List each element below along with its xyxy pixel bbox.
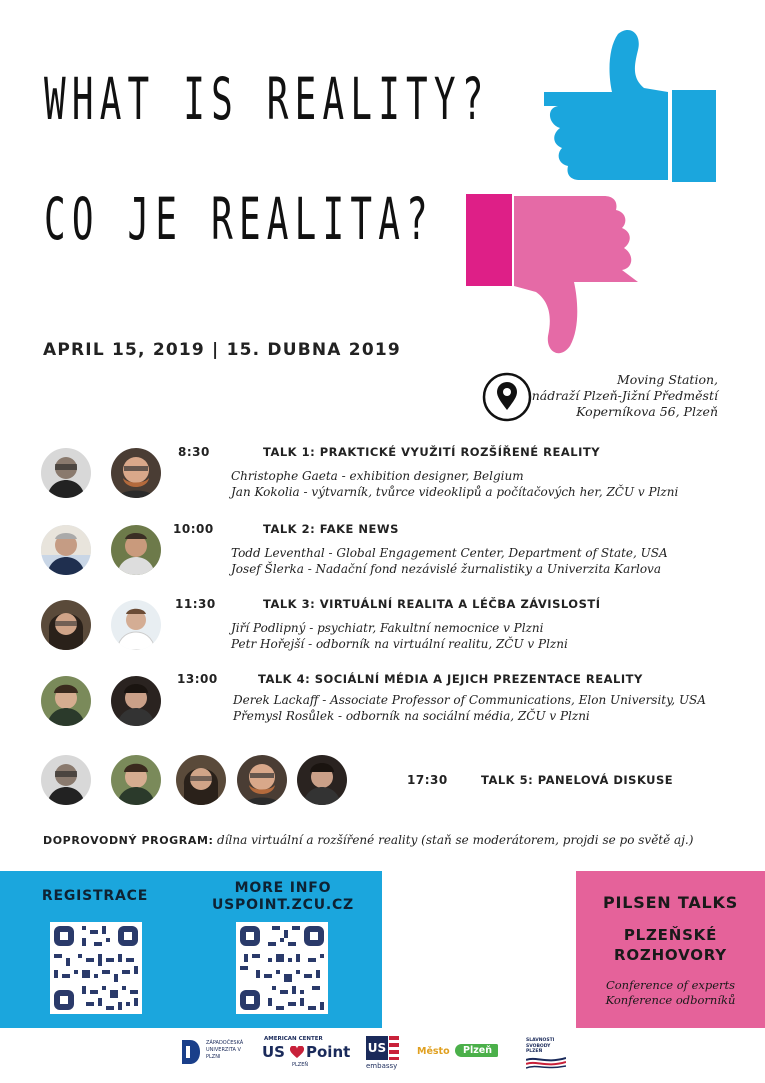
registration-qr-code[interactable] (50, 922, 142, 1014)
avatar-speaker (111, 525, 161, 575)
registration-label: REGISTRACE (41, 888, 149, 904)
zcu-logo-text: ZÁPADOČESKÁ UNIVERZITA V PLZNI (206, 1040, 244, 1060)
event-date: APRIL 15, 2019 | 15. DUBNA 2019 (43, 340, 401, 360)
heart-icon (290, 1046, 304, 1059)
talk-time: 13:00 (177, 672, 218, 686)
program-label: DOPROVODNÝ PROGRAM: (43, 834, 214, 847)
avatar-speaker (111, 448, 161, 498)
venue-line-3: Koperníkova 56, Plzeň (576, 404, 718, 419)
speaker-line: Josef Šlerka - Nadační fond nezávislé žurnalistiky a Univerzita Karlova (231, 562, 661, 576)
talk-title: TALK 4: SOCIÁLNÍ MÉDIA A JEJICH PREZENTACE REALITY (258, 672, 643, 686)
venue-address (470, 372, 718, 420)
talk-title: TALK 1: PRAKTICKÉ VYUŽITÍ ROZŠÍŘENÉ REALITY (263, 445, 601, 459)
point-text: Point (306, 1043, 351, 1061)
avatar-speaker (41, 755, 91, 805)
talk-time: 11:30 (175, 597, 216, 611)
venue-line-1: Moving Station, (616, 372, 718, 387)
mesto-plzen-logo (417, 1044, 503, 1062)
avatar-speaker (176, 755, 226, 805)
plzenske-label: PLZEŇSKÉ (623, 926, 718, 944)
thumbs-down-icon (462, 192, 642, 360)
avatar-speaker (237, 755, 287, 805)
speaker-line: Derek Lackaff - Associate Professor of Communications, Elon University, USA (233, 693, 706, 707)
speaker-line: Jiří Podlipný - psychiatr, Fakultní nemocnice v Plzni (231, 621, 544, 635)
embassy-text: embassy (366, 1062, 398, 1070)
pilsen-talks-title: PILSEN TALKS (602, 893, 739, 912)
speaker-line: Přemysl Rosůlek - odborník na sociální média, ZČU v Plzni (233, 709, 590, 723)
avatar-speaker (111, 676, 161, 726)
avatar-speaker (297, 755, 347, 805)
us-point-logo (262, 1036, 352, 1070)
speaker-line: Petr Hořejší - odborník na virtuální realitu, ZČU v Plzni (231, 637, 568, 651)
avatar-speaker (41, 676, 91, 726)
more-info-line-1: MORE INFO (234, 880, 332, 896)
speaker-line: Todd Leventhal - Global Engagement Center, Department of State, USA (231, 546, 668, 560)
american-center-text: AMERICAN CENTER (264, 1036, 323, 1042)
us-badge-text: US (366, 1036, 388, 1060)
talk-title: TALK 3: VIRTUÁLNÍ REALITA A LÉČBA ZÁVISLOSTÍ (263, 597, 601, 611)
talk-time: 17:30 (407, 773, 448, 787)
slavnosti-text: SLAVNOSTI SVOBODY PLZEŇ (526, 1038, 555, 1054)
avatar-speaker (111, 755, 161, 805)
avatar-speaker (41, 525, 91, 575)
talk-time: 10:00 (173, 522, 214, 536)
plzen-text: Plzeň (455, 1044, 498, 1057)
more-info-qr-code[interactable] (236, 922, 328, 1014)
more-info-label (184, 880, 382, 914)
speaker-line: Jan Kokolia - výtvarník, tvůrce videoklipů a počítačových her, ZČU v Plzni (231, 485, 679, 499)
talk-title: TALK 2: FAKE NEWS (263, 522, 399, 536)
avatar-speaker (111, 600, 161, 650)
us-embassy-logo (366, 1036, 402, 1072)
slavnosti-svobody-logo (522, 1038, 570, 1072)
us-text: US (262, 1043, 285, 1061)
conference-desc-cz: Konference odborníků (605, 993, 736, 1007)
thumbs-up-icon (540, 28, 720, 188)
avatar-speaker (41, 600, 91, 650)
venue-line-2: nádraží Plzeň-Jižní Předměstí (531, 388, 718, 403)
flag-stripes-icon (526, 1056, 566, 1070)
speaker-line: Christophe Gaeta - exhibition designer, Belgium (231, 469, 524, 483)
talk-time: 8:30 (178, 445, 210, 459)
conference-desc-en: Conference of experts (605, 978, 736, 992)
program-text: dílna virtuální a rozšířené reality (staň se moderátorem, projdi se po světě aj.) (217, 833, 694, 847)
title-czech: CO JE REALITA? (44, 185, 434, 253)
title-english: WHAT IS REALITY? (44, 65, 490, 133)
mesto-text: Město (417, 1046, 450, 1057)
plzen-small-text: PLZEŇ (292, 1062, 309, 1068)
more-info-url[interactable]: USPOINT.ZCU.CZ (211, 897, 355, 913)
zcu-logo (180, 1036, 252, 1068)
avatar-speaker (41, 448, 91, 498)
talk-title: TALK 5: PANELOVÁ DISKUSE (481, 773, 674, 787)
accompanying-program (43, 833, 693, 847)
rozhovory-label: ROZHOVORY (614, 946, 727, 964)
